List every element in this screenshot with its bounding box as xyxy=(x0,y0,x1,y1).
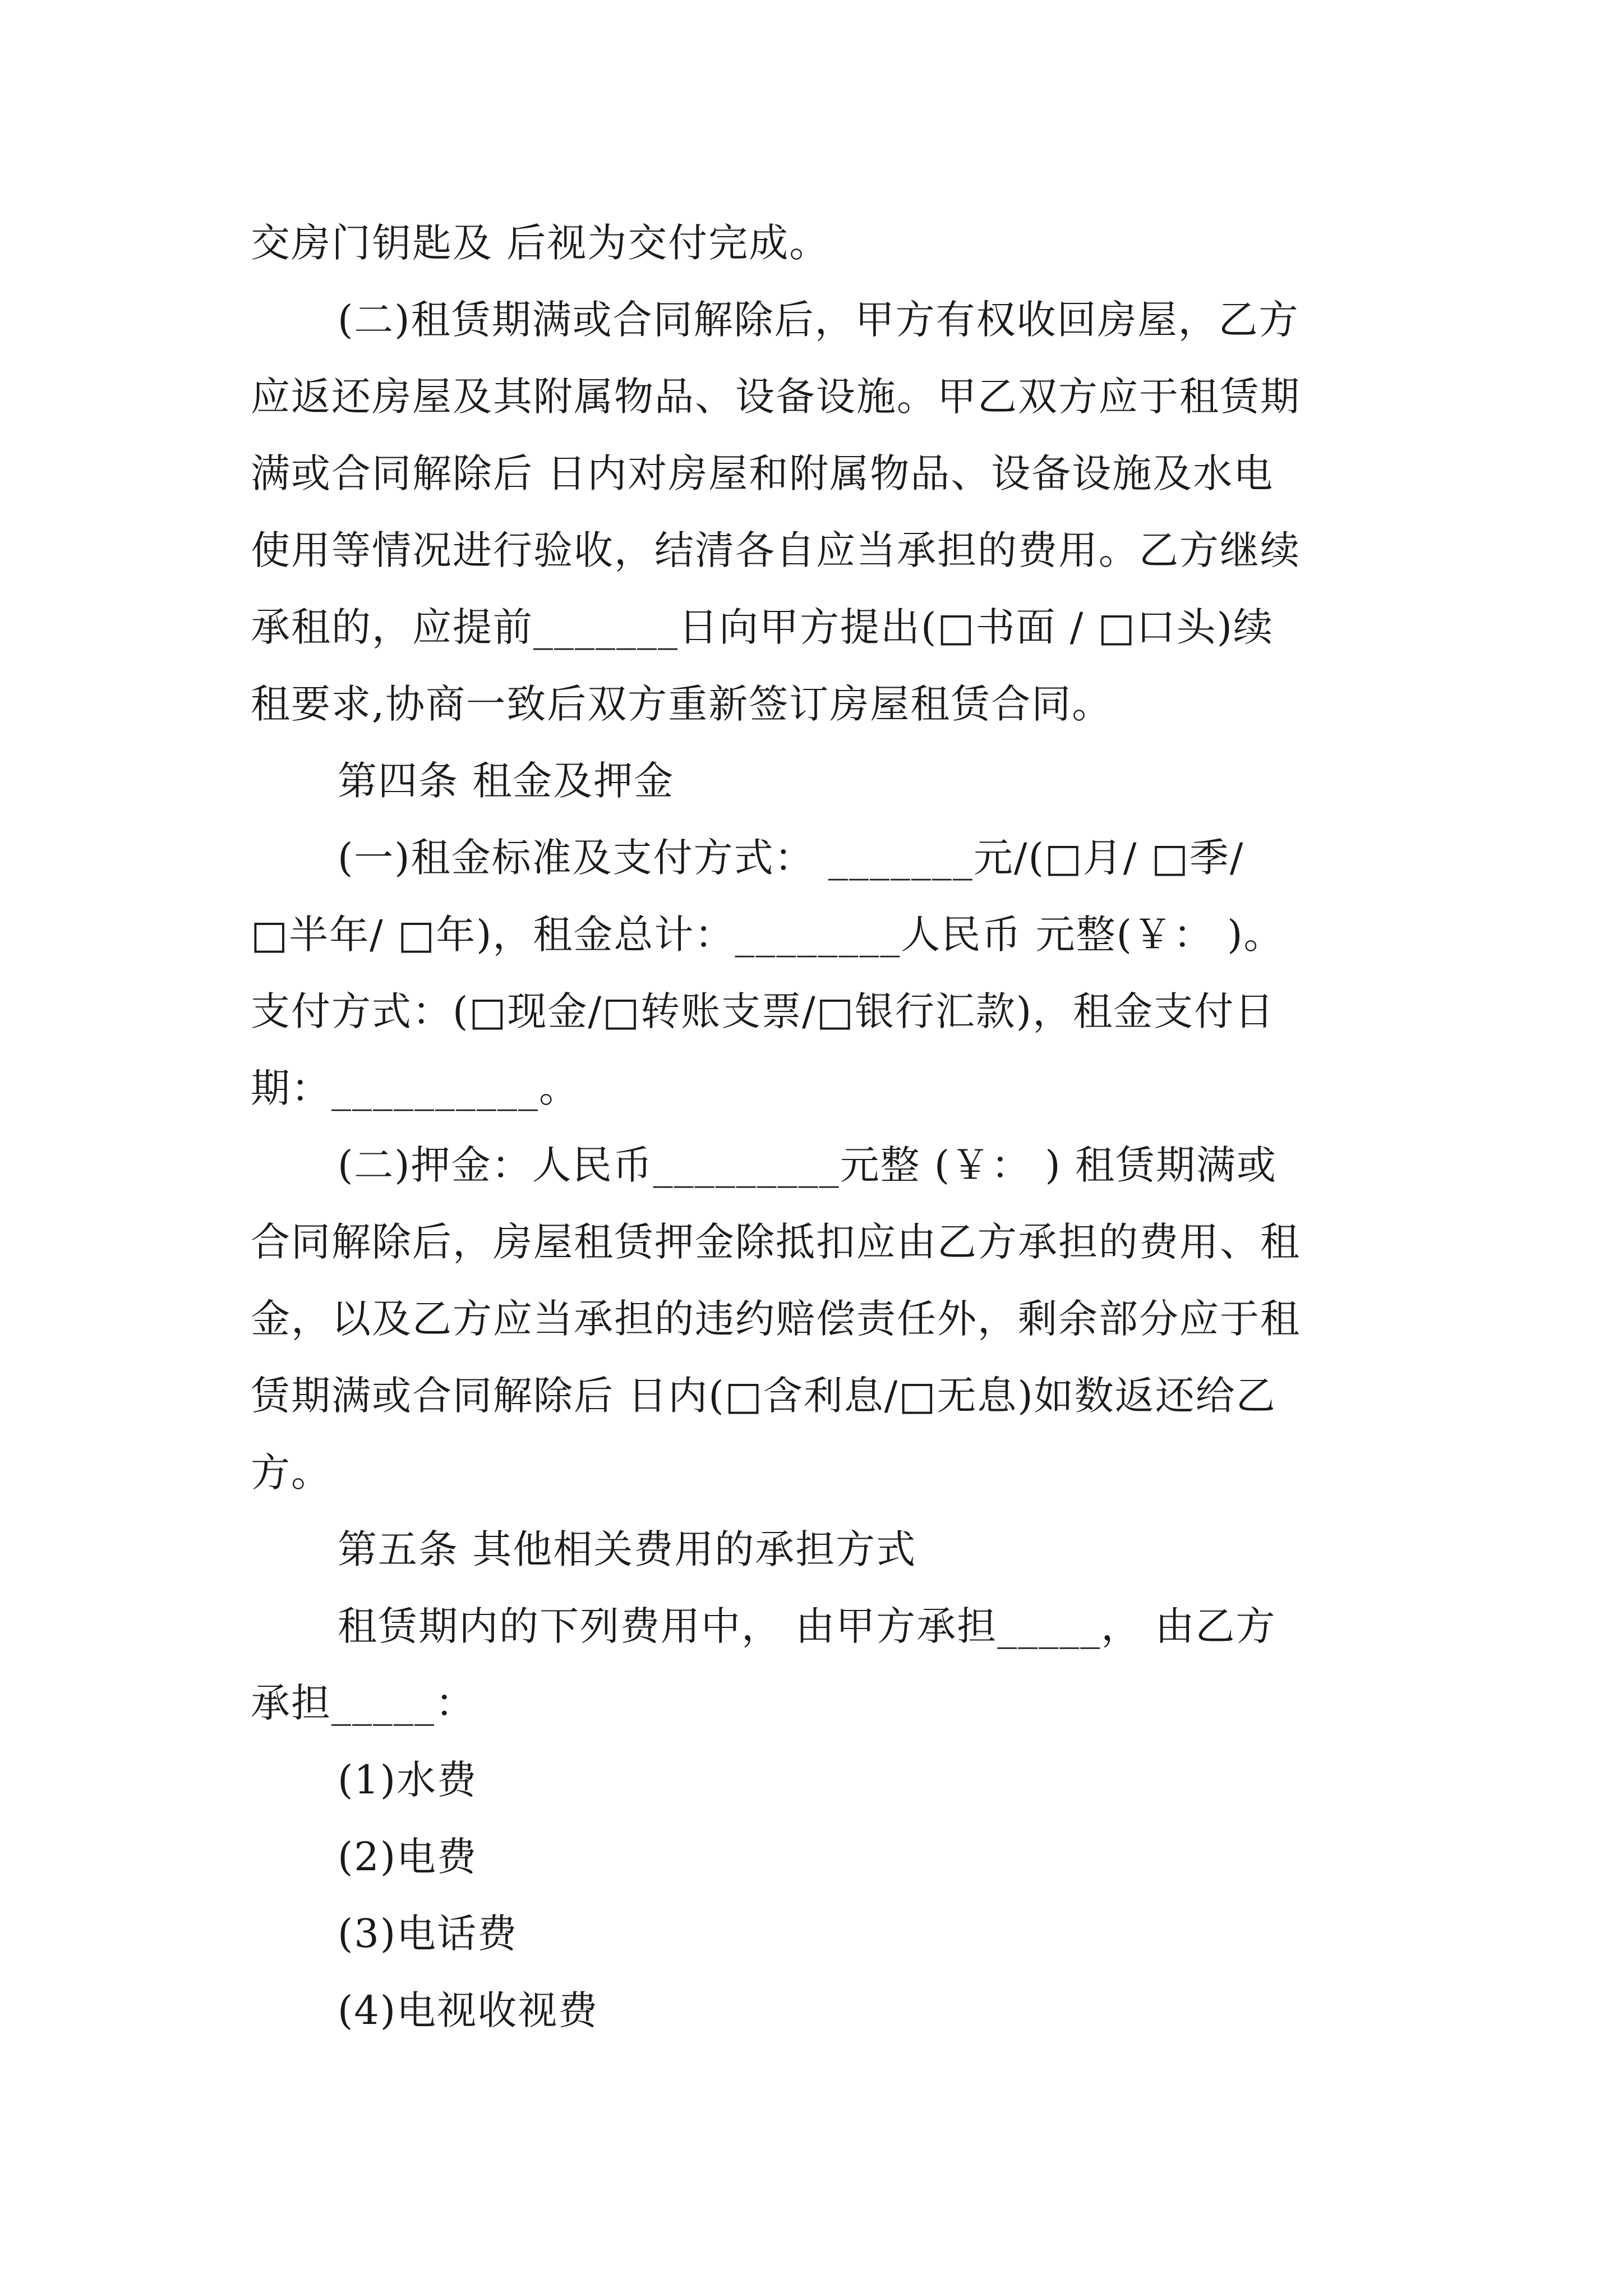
list-item: (1)水费 xyxy=(338,1757,478,1803)
list-item: (3)电话费 xyxy=(338,1911,518,1957)
text-line: 交房门钥匙及 后视为交付完成。 xyxy=(251,220,830,266)
text-line: (二)押金：人民币_________元整 (￥： ) 租赁期满或 xyxy=(338,1142,1277,1188)
text-line: 金，以及乙方应当承担的违约赔偿责任外，剩余部分应于租 xyxy=(251,1296,1301,1342)
list-item: (2)电费 xyxy=(338,1834,478,1880)
section-heading: 第五条 其他相关费用的承担方式 xyxy=(338,1526,917,1572)
text-line: 合同解除后，房屋租赁押金除抵扣应由乙方承担的费用、租 xyxy=(251,1219,1301,1265)
text-line: 满或合同解除后 日内对房屋和附属物品、设备设施及水电 xyxy=(251,450,1274,496)
text-line: 赁期满或合同解除后 日内(□含利息/□无息)如数返还给乙 xyxy=(251,1373,1276,1419)
text-line: □半年/ □年)，租金总计：________人民币 元整(￥： )。 xyxy=(251,912,1284,958)
text-line: 使用等情况进行验收，结清各自应当承担的费用。乙方继续 xyxy=(251,527,1301,573)
text-line: 承租的，应提前_______日向甲方提出(□书面 / □口头)续 xyxy=(251,604,1274,650)
text-line: 承担_____： xyxy=(251,1680,476,1726)
text-line: (一)租金标准及支付方式： _______元/(□月/ □季/ xyxy=(338,835,1244,881)
text-line: 支付方式：(□现金/□转账支票/□银行汇款)，租金支付日 xyxy=(251,988,1275,1034)
text-line: 租赁期内的下列费用中， 由甲方承担_____， 由乙方 xyxy=(338,1603,1276,1649)
text-line: 应返还房屋及其附属物品、设备设施。甲乙双方应于租赁期 xyxy=(251,374,1301,420)
text-line: 方。 xyxy=(251,1450,331,1496)
text-line: (二)租赁期满或合同解除后，甲方有权收回房屋，乙方 xyxy=(338,297,1299,343)
text-line: 租要求,协商一致后双方重新签订房屋租赁合同。 xyxy=(251,681,1113,727)
list-item: (4)电视收视费 xyxy=(338,1987,599,2033)
text-line: 期：__________。 xyxy=(251,1065,579,1111)
section-heading: 第四条 租金及押金 xyxy=(338,758,675,804)
